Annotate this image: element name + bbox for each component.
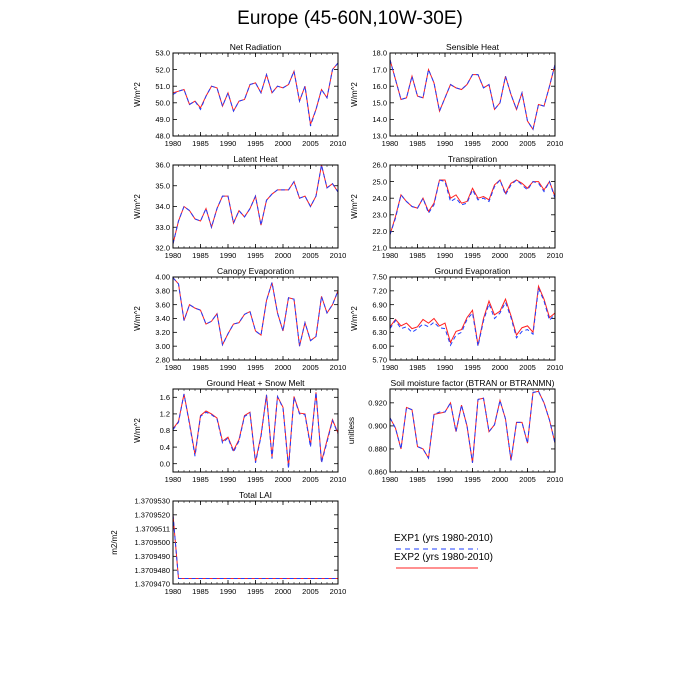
chart-panel-ground-evaporation: [350, 266, 563, 372]
legend-label-exp1: EXP1 (yrs 1980-2010): [394, 533, 493, 544]
y-tick-label: 7.20: [372, 286, 387, 296]
x-tick-label: 2005: [302, 251, 319, 260]
y-tick-label: 3.80: [155, 286, 170, 296]
y-tick-label: 1.3709490: [134, 552, 170, 562]
x-tick-label: 1995: [247, 139, 264, 148]
x-tick-label: 1980: [381, 139, 399, 148]
x-tick-label: 1995: [247, 251, 264, 260]
x-tick-label: 1980: [164, 587, 182, 596]
chart-panel-ground-heat-snow-melt: [133, 378, 346, 484]
y-tick-label: 1.3709520: [134, 510, 170, 520]
y-tick-label: 3.40: [155, 314, 170, 324]
x-tick-label: 1980: [381, 475, 399, 484]
chart-panel-sensible-heat: [350, 42, 563, 148]
x-tick-label: 1980: [164, 251, 182, 260]
y-axis-label: W/m^2: [350, 306, 359, 331]
y-tick-label: 17.0: [372, 65, 387, 75]
y-tick-label: 33.0: [155, 222, 170, 232]
y-tick-label: 1.2: [159, 409, 170, 419]
plot-frame: [390, 277, 555, 360]
y-tick-label: 34.0: [155, 202, 170, 212]
x-tick-label: 2010: [329, 475, 347, 484]
x-tick-label: 1990: [219, 475, 237, 484]
x-tick-label: 1990: [219, 363, 237, 372]
x-tick-label: 1995: [464, 139, 481, 148]
panel-title: Transpiration: [447, 154, 498, 164]
panel-title: Latent Heat: [233, 154, 278, 164]
x-tick-label: 2000: [491, 139, 509, 148]
x-tick-label: 1985: [409, 475, 426, 484]
x-tick-label: 1990: [436, 363, 454, 372]
y-tick-label: 13.0: [372, 131, 387, 141]
y-tick-label: 53.0: [155, 48, 170, 58]
panel-title: Canopy Evaporation: [216, 266, 295, 276]
x-tick-label: 2005: [519, 251, 536, 260]
y-tick-label: 1.3709480: [134, 565, 170, 575]
chart-panel-total-lai: [110, 490, 346, 596]
x-tick-label: 2005: [519, 475, 536, 484]
series-line-exp1: [173, 165, 338, 244]
y-tick-label: 22.0: [372, 227, 387, 237]
y-tick-label: 16.0: [372, 81, 387, 91]
y-axis-label: unitless: [347, 416, 356, 445]
x-tick-label: 1995: [247, 363, 264, 372]
x-tick-label: 1990: [436, 475, 454, 484]
series-line-exp2: [390, 60, 555, 130]
y-tick-label: 0.880: [368, 444, 387, 454]
x-tick-label: 2010: [546, 475, 564, 484]
x-tick-label: 2000: [491, 363, 509, 372]
y-tick-label: 18.0: [372, 48, 387, 58]
x-tick-label: 1990: [436, 139, 454, 148]
x-tick-label: 1985: [192, 587, 209, 596]
x-tick-label: 2010: [329, 251, 347, 260]
y-tick-label: 49.0: [155, 115, 170, 125]
y-axis-label: m2/m2: [110, 530, 119, 555]
x-tick-label: 1980: [164, 139, 182, 148]
y-tick-label: 2.80: [155, 355, 170, 365]
x-tick-label: 2000: [274, 587, 292, 596]
y-tick-label: 1.3709511: [135, 524, 170, 534]
x-tick-label: 1995: [464, 475, 481, 484]
series-line-exp2: [173, 278, 338, 346]
y-tick-label: 51.0: [155, 81, 170, 91]
y-axis-label: W/m^2: [350, 82, 359, 107]
y-tick-label: 0.860: [368, 467, 387, 477]
x-tick-label: 2010: [546, 251, 564, 260]
x-tick-label: 1995: [464, 251, 481, 260]
y-tick-label: 1.3709470: [134, 579, 170, 589]
x-tick-label: 2000: [274, 139, 292, 148]
x-tick-label: 2005: [302, 363, 319, 372]
y-tick-label: 1.6: [159, 393, 170, 402]
y-tick-label: 1.3709530: [134, 496, 170, 506]
y-tick-label: 14.0: [372, 115, 387, 125]
panel-title: Total LAI: [238, 490, 273, 500]
x-tick-label: 1980: [381, 251, 399, 260]
y-tick-label: 24.0: [372, 193, 387, 203]
y-tick-label: 3.00: [155, 341, 170, 351]
y-tick-label: 0.4: [159, 442, 170, 452]
y-tick-label: 6.90: [372, 300, 387, 310]
x-tick-label: 2000: [274, 363, 292, 372]
panel-title: Soil moisture factor (BTRAN or BTRANMN): [390, 378, 555, 388]
y-tick-label: 23.0: [372, 210, 387, 220]
y-tick-label: 48.0: [155, 131, 170, 141]
series-line-exp2: [173, 515, 338, 579]
series-line-exp1: [173, 278, 338, 346]
y-axis-label: W/m^2: [133, 82, 142, 107]
y-tick-label: 35.0: [155, 181, 170, 191]
legend-label-exp2: EXP2 (yrs 1980-2010): [394, 552, 493, 563]
series-line-exp1: [390, 60, 555, 130]
x-tick-label: 2000: [274, 475, 292, 484]
y-axis-label: W/m^2: [133, 418, 142, 443]
series-line-exp1: [390, 391, 555, 462]
x-tick-label: 2005: [519, 363, 536, 372]
plot-frame: [173, 277, 338, 360]
x-tick-label: 2000: [491, 475, 509, 484]
chart-panel-soil-moisture-factor-btran-or-btranmn: [347, 378, 563, 484]
x-tick-label: 1995: [247, 587, 264, 596]
x-tick-label: 1990: [219, 251, 237, 260]
x-tick-label: 1990: [436, 251, 454, 260]
y-tick-label: 6.60: [372, 314, 387, 324]
x-tick-label: 2005: [302, 475, 319, 484]
series-line-exp2: [390, 180, 555, 235]
chart-panel-latent-heat: [133, 154, 346, 260]
y-tick-label: 6.00: [372, 341, 387, 351]
x-tick-label: 1985: [409, 251, 426, 260]
y-tick-label: 0.920: [368, 398, 387, 408]
series-line-exp2: [173, 392, 338, 467]
panel-title: Ground Heat + Snow Melt: [206, 378, 305, 388]
chart-panel-canopy-evaporation: [133, 266, 346, 372]
x-tick-label: 2005: [302, 139, 319, 148]
series-line-exp2: [173, 63, 338, 124]
x-tick-label: 2010: [329, 587, 347, 596]
x-tick-label: 2010: [546, 139, 564, 148]
x-tick-label: 2000: [274, 251, 292, 260]
y-tick-label: 32.0: [155, 243, 170, 253]
y-tick-label: 50.0: [155, 98, 170, 108]
figure-title: Europe (45-60N,10W-30E): [237, 8, 463, 29]
y-tick-label: 52.0: [155, 65, 170, 75]
x-tick-label: 2010: [546, 363, 564, 372]
y-tick-label: 6.30: [372, 328, 387, 338]
x-tick-label: 1995: [464, 363, 481, 372]
x-tick-label: 1985: [192, 363, 209, 372]
x-tick-label: 1985: [192, 139, 209, 148]
y-tick-label: 36.0: [155, 160, 170, 170]
y-tick-label: 25.0: [372, 177, 387, 187]
y-tick-label: 0.900: [368, 421, 387, 431]
y-tick-label: 4.00: [155, 272, 170, 282]
y-tick-label: 3.60: [155, 300, 170, 310]
x-tick-label: 1980: [381, 363, 399, 372]
plot-frame: [173, 53, 338, 136]
x-tick-label: 1985: [192, 475, 209, 484]
plot-frame: [390, 53, 555, 136]
plot-frame: [173, 165, 338, 248]
x-tick-label: 1985: [192, 251, 209, 260]
panel-title: Sensible Heat: [446, 42, 499, 52]
y-tick-label: 1.3709500: [134, 538, 170, 548]
y-axis-label: W/m^2: [133, 194, 142, 219]
y-tick-label: 3.20: [155, 328, 170, 338]
x-tick-label: 1990: [219, 587, 237, 596]
panel-title: Ground Evaporation: [434, 266, 511, 276]
series-line-exp2: [173, 165, 338, 244]
y-tick-label: 0.8: [159, 426, 170, 436]
y-axis-label: W/m^2: [133, 306, 142, 331]
x-tick-label: 1980: [164, 363, 182, 372]
x-tick-label: 2005: [302, 587, 319, 596]
y-axis-label: W/m^2: [350, 194, 359, 219]
y-tick-label: 5.70: [372, 355, 387, 365]
y-tick-label: 7.50: [372, 272, 387, 282]
x-tick-label: 1985: [409, 363, 426, 372]
x-tick-label: 1995: [247, 475, 264, 484]
y-tick-label: 0.0: [159, 459, 170, 469]
x-tick-label: 1980: [164, 475, 182, 484]
x-tick-label: 2010: [329, 139, 347, 148]
y-tick-label: 26.0: [372, 160, 387, 170]
plot-frame: [173, 501, 338, 584]
x-tick-label: 2010: [329, 363, 347, 372]
series-line-exp1: [173, 515, 338, 579]
x-tick-label: 2000: [491, 251, 509, 260]
x-tick-label: 1990: [219, 139, 237, 148]
y-tick-label: 15.0: [372, 98, 387, 108]
series-line-exp1: [390, 288, 555, 346]
chart-panel-transpiration: [350, 154, 563, 260]
panel-title: Net Radiation: [229, 42, 282, 52]
x-tick-label: 2005: [519, 139, 536, 148]
chart-panel-net-radiation: [133, 42, 346, 148]
x-tick-label: 1985: [409, 139, 426, 148]
plot-frame: [390, 165, 555, 248]
y-tick-label: 21.0: [372, 243, 387, 253]
